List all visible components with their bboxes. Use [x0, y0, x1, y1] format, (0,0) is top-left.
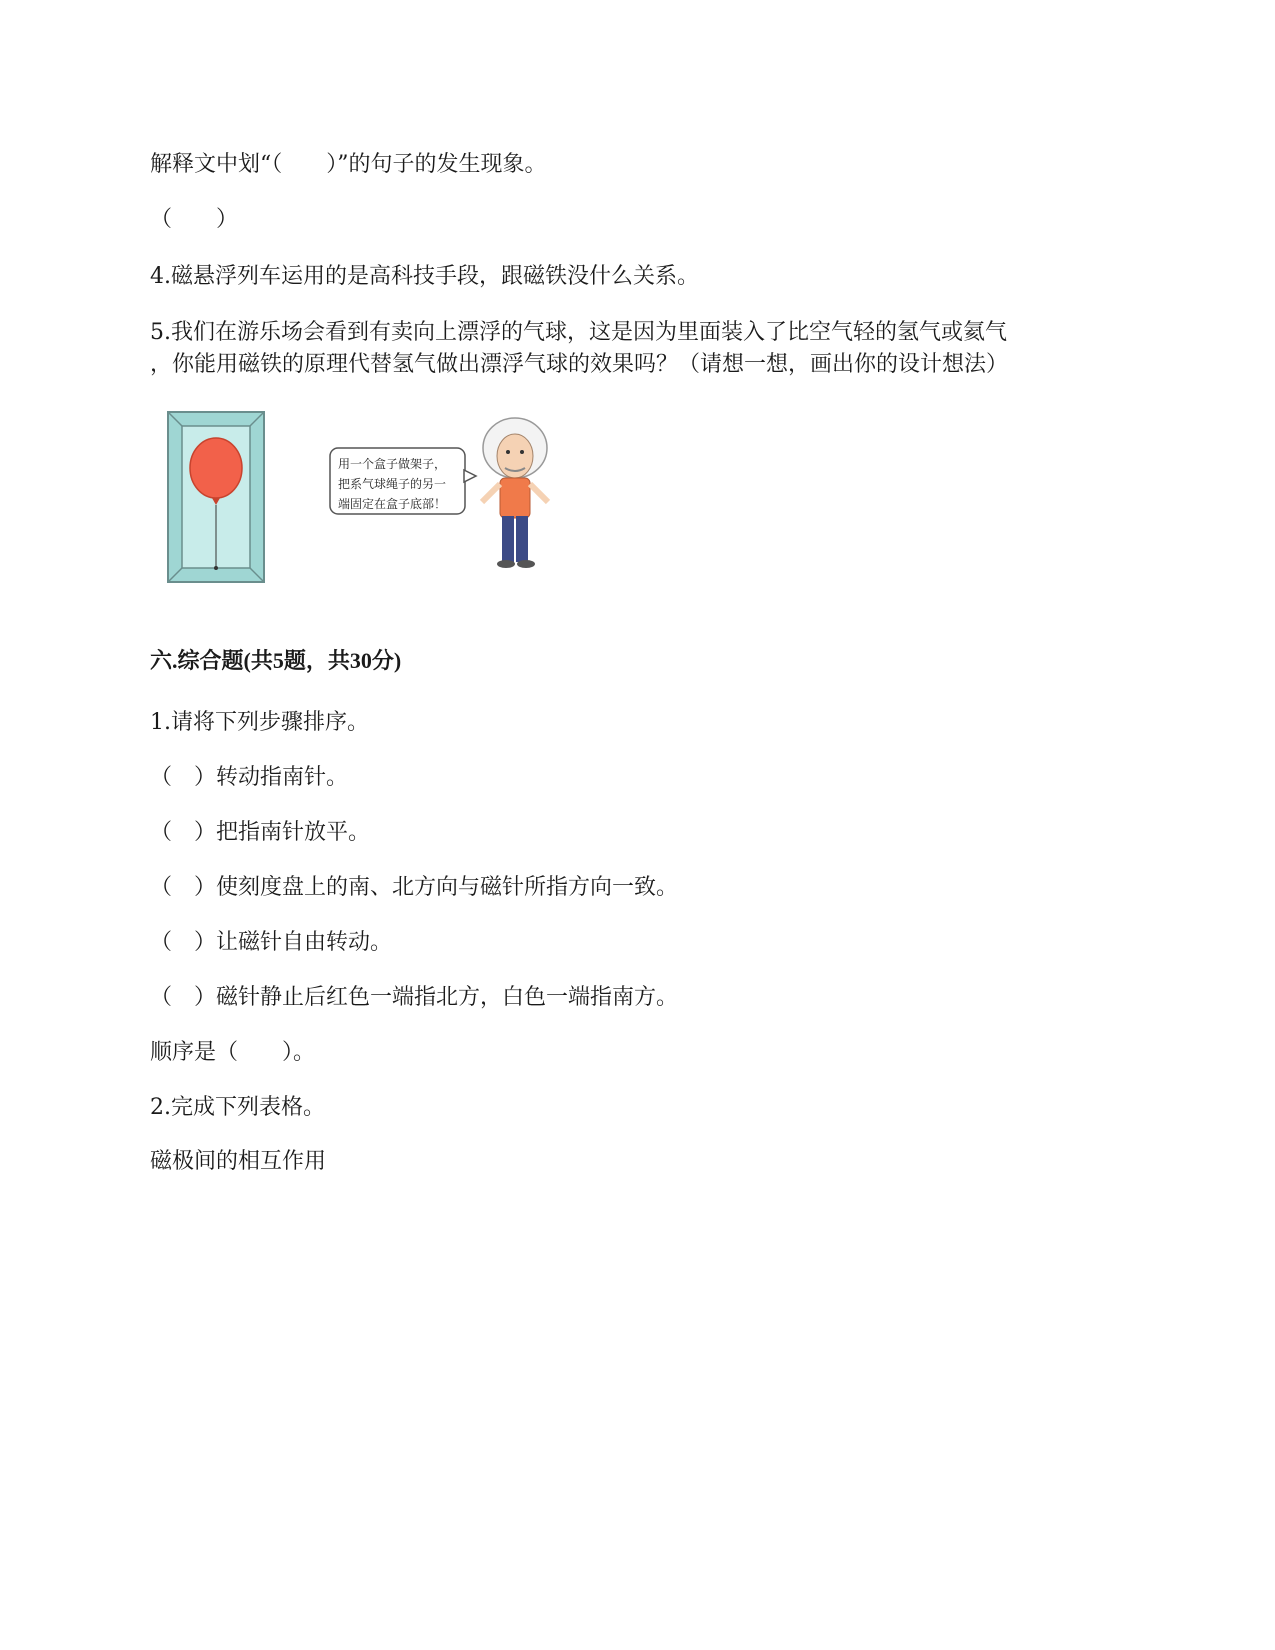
question-5-line1: 5.我们在游乐场会看到有卖向上漂浮的气球，这是因为里面装入了比空气轻的氢气或氦气 [150, 320, 1007, 345]
step-item: （ ）使刻度盘上的南、北方向与磁针所指方向一致。 [150, 875, 679, 900]
balloon [190, 438, 242, 498]
order-answer: 顺序是（ ）。 [150, 1040, 316, 1065]
section-heading: 六.综合题(共5题，共30分) [150, 648, 402, 673]
step-item: （ ）磁针静止后红色一端指北方，白色一端指南方。 [150, 985, 679, 1010]
question-2: 2.完成下列表格。 [150, 1095, 325, 1120]
step-item: （ ）把指南针放平。 [150, 820, 371, 845]
speech-line-2: 把系气球绳子的另一 [338, 477, 447, 491]
speech-line-3: 端固定在盒子底部！ [338, 497, 447, 511]
balloon-box-illustration [160, 410, 580, 600]
table-title: 磁极间的相互作用 [150, 1149, 327, 1174]
step-item: （ ）转动指南针。 [150, 765, 349, 790]
scientist-figure [482, 418, 548, 568]
step-item: （ ）让磁针自由转动。 [150, 930, 393, 955]
question-4: 4.磁悬浮列车运用的是高科技手段，跟磁铁没什么关系。 [150, 264, 699, 289]
question-1: 1.请将下列步骤排序。 [150, 710, 369, 735]
illustration-svg [160, 410, 580, 600]
question-5-line2: ，你能用磁铁的原理代替氢气做出漂浮气球的效果吗？（请想一想，画出你的设计想法） [150, 352, 1009, 377]
speech-line-1: 用一个盒子做架子， [338, 457, 447, 471]
answer-blank: （ ） [150, 207, 239, 232]
question-text-explain: 解释文中划“（ ）”的句子的发生现象。 [150, 152, 547, 177]
